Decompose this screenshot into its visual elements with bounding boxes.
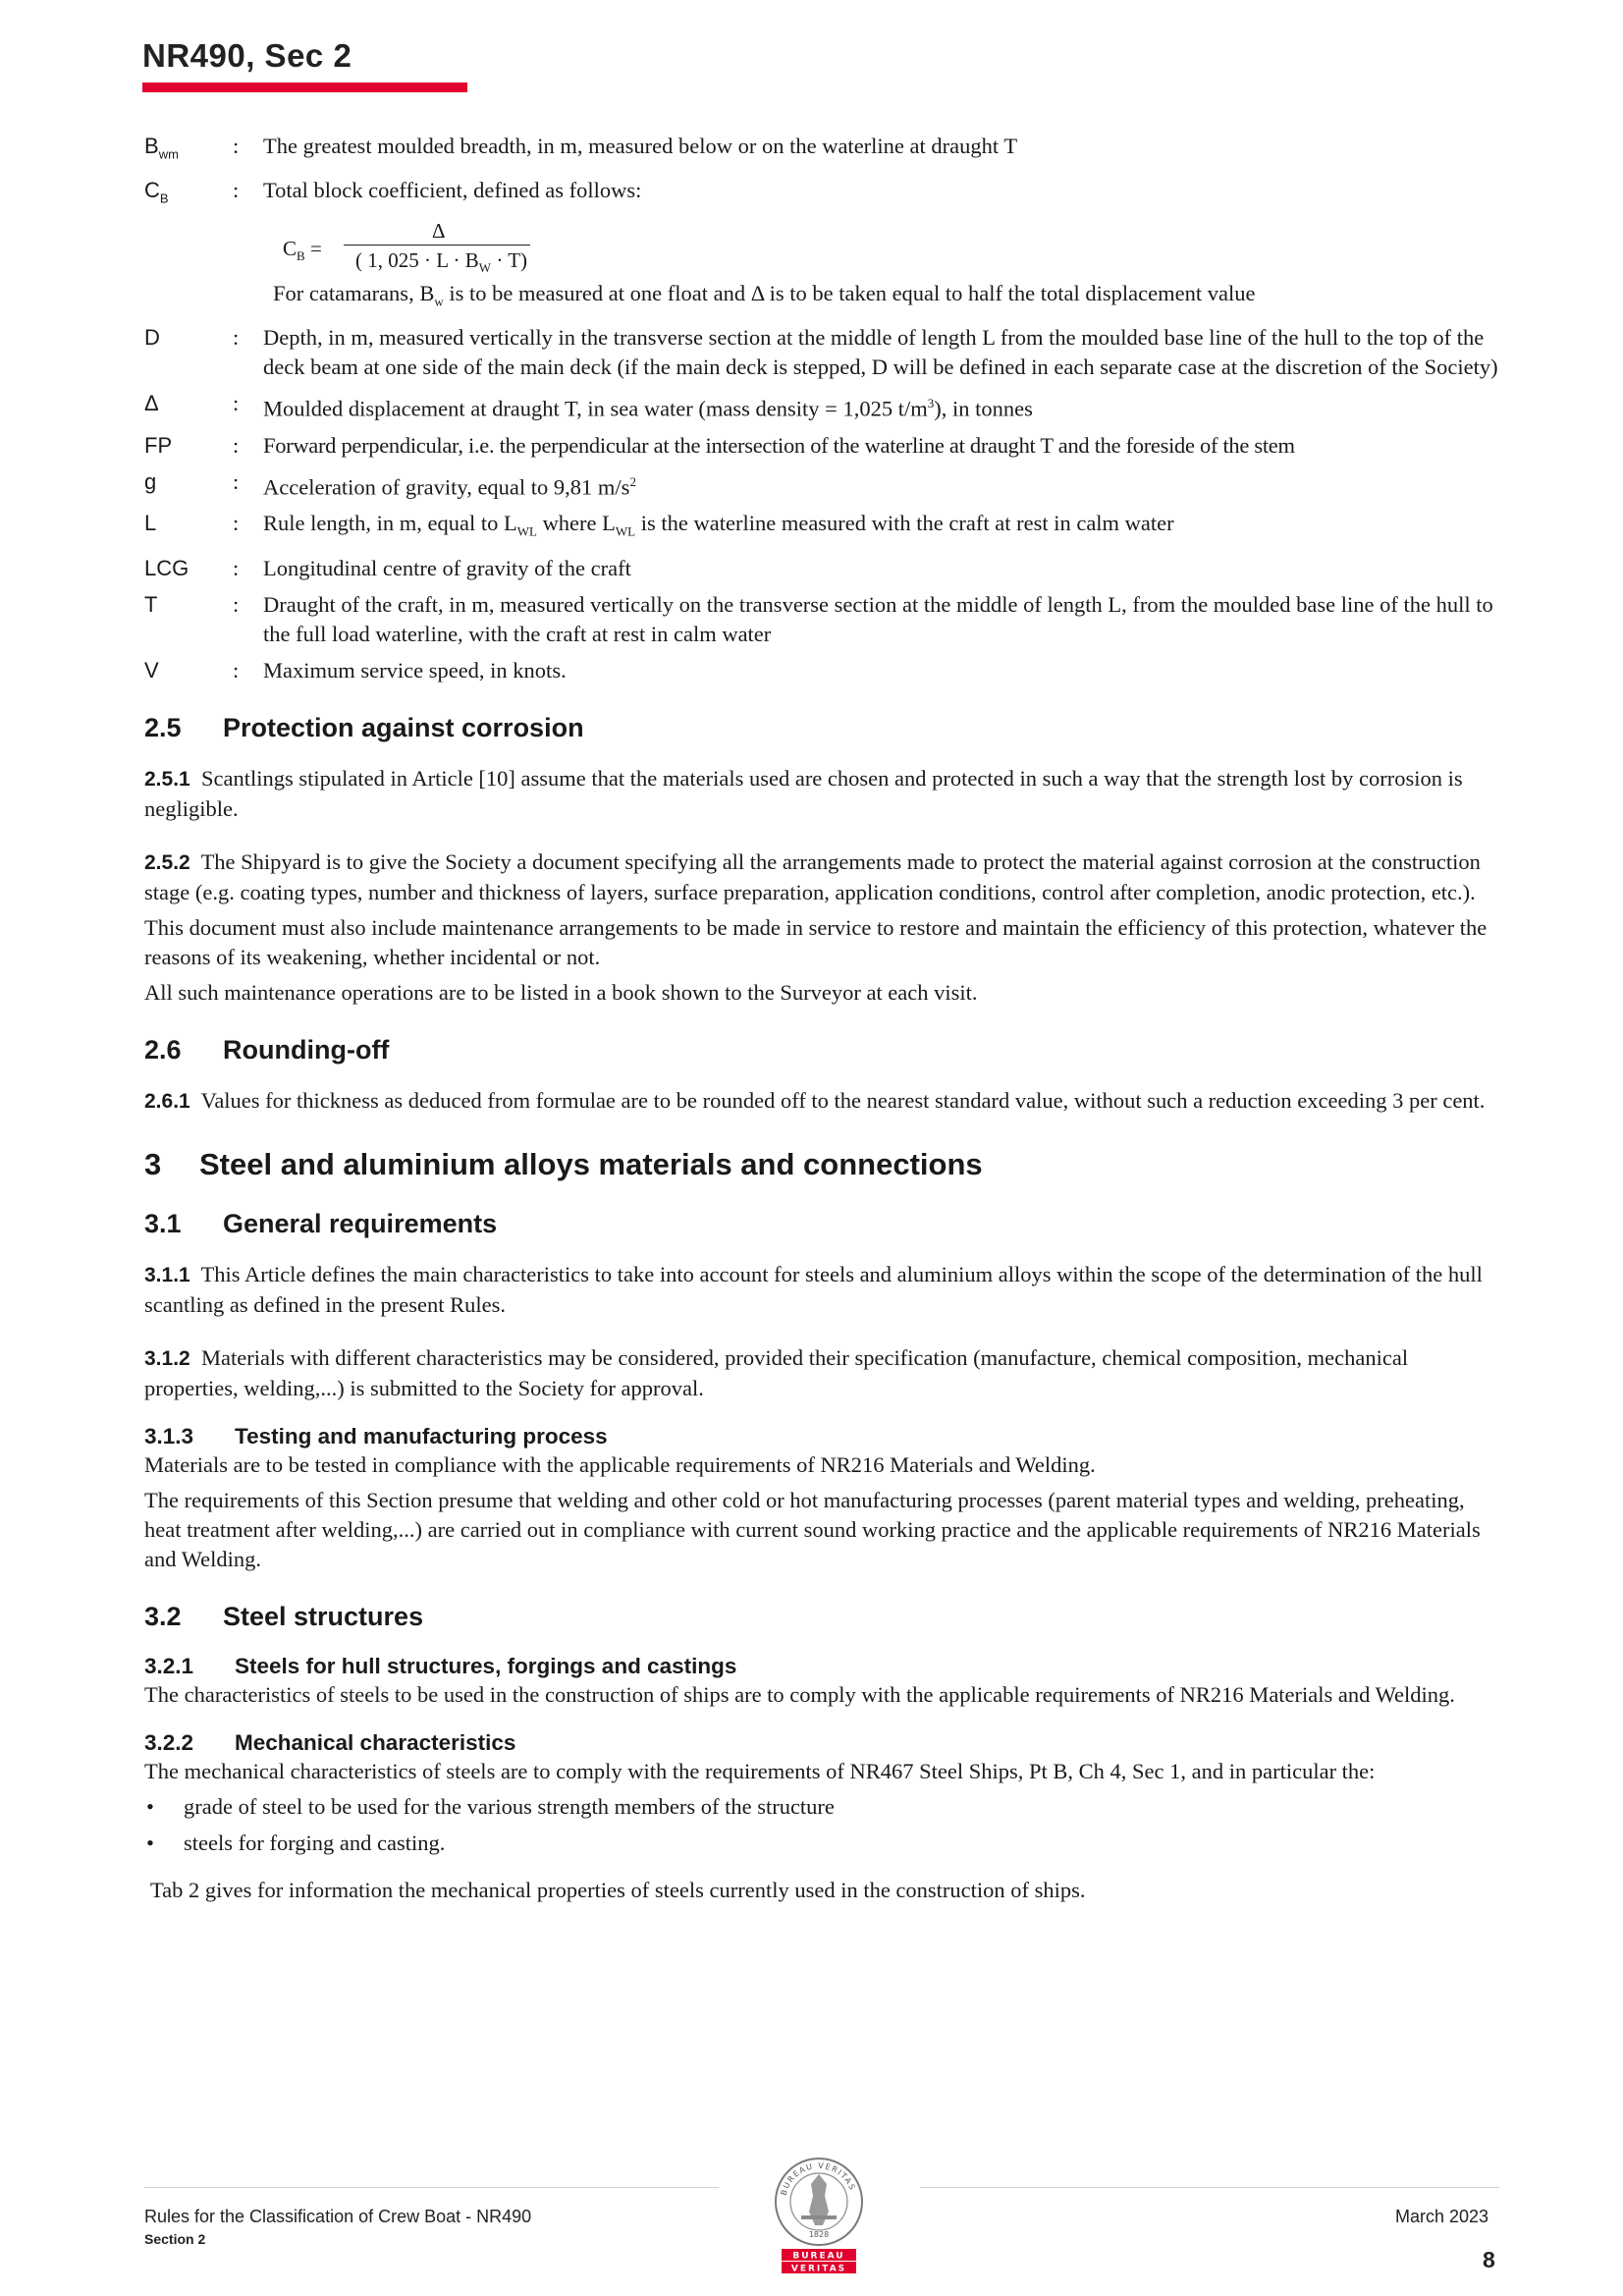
section-heading-2-6: 2.6 Rounding-off (144, 1034, 390, 1065)
definition-symbol: L (144, 511, 157, 536)
definition-symbol: LCG (144, 555, 189, 580)
subsection-heading-3-1-3: 3.1.3 Testing and manufacturing process (144, 1423, 608, 1449)
logo-word-veritas: VERITAS (790, 2264, 847, 2274)
subsection-heading-3-2-1: 3.2.1 Steels for hull structures, forgings and castings (144, 1653, 737, 1678)
definition-row: T : Draught of the craft, in m, measured vertically on the transverse section at the middle of length L, from the moulded base line of the hull to the full load waterline, with the craft at rest in calm water (144, 590, 1499, 649)
definition-row: FP : Forward perpendicular, i.e. the perpendicular at the intersection of the waterline at draught T and the foreside of the stem (144, 431, 1499, 461)
footer-rule-left (144, 2187, 719, 2188)
paragraph-2-5-1: 2.5.1 Scantlings stipulated in Article [10] assume that the materials used are chosen and protected in such a way that the strength lost by corrosion is negligible. (144, 765, 1463, 821)
footer-rule-right (920, 2187, 1499, 2188)
definition-symbol: Δ (144, 391, 159, 416)
footer-section: Section 2 (144, 2231, 206, 2247)
logo-year: 1828 (808, 2230, 830, 2239)
paragraph: Tab 2 gives for information the mechanical properties of steels currently used in the construction of ships. (150, 1877, 1086, 1902)
paragraph: The requirements of this Section presume that welding and other cold or hot manufacturing processes (parent material types and welding, preheating, heat treatment after welding,...) are carried out in compliance with current sound working practice and the applicable requirements of NR216 Materials and Welding. (144, 1487, 1481, 1571)
section-heading-3-1: 3.1 General requirements (144, 1208, 498, 1238)
paragraph: All such maintenance operations are to be listed in a book shown to the Surveyor at each visit. (144, 979, 978, 1005)
definition-row: $B_{wm}$ : The greatest moulded breadth, in m, measured below or on the waterline at draught T (144, 132, 1499, 169)
document-body (144, 132, 1499, 1905)
paragraph: The mechanical characteristics of steels are to comply with the requirements of NR467 Steel Ships, Pt B, Ch 4, Sec 1, and in particular the: (144, 1758, 1376, 1783)
definition-symbol: FP (144, 432, 173, 458)
definition-row: $C_B$ : Total block coefficient, defined as follows: (144, 176, 1499, 213)
paragraph: Materials are to be tested in compliance with the applicable requirements of NR216 Materials and Welding. (144, 1451, 1096, 1477)
definition-text: Depth, in m, measured vertically in the transverse section at the middle of length L from the moulded base line of the hull to the top of the deck beam at one side of the main deck (if the main deck is stepped, D will be defined in each separate case at the discretion of the Society) (263, 325, 1498, 380)
definition-text: Total block coefficient, defined as follows: (263, 178, 642, 203)
footer-rules-title: Rules for the Classification of Crew Boat - NR490 (144, 2207, 532, 2226)
paragraph: The characteristics of steels to be used in the construction of ships are to comply with the applicable requirements of NR216 Materials and Welding. (144, 1681, 1455, 1707)
section-heading-3-2: 3.2 Steel structures (144, 1601, 424, 1631)
page-header-title: NR490, Sec 2 (142, 37, 352, 74)
formula-numerator: Δ (432, 218, 446, 243)
block-coefficient-formula: $C_B$ = Δ ( 1, $025 \cdot L \cdot B_W \cdot T$) (273, 216, 1499, 273)
definition-text: Maximum service speed, in knots. (263, 657, 567, 683)
definition-text: Longitudinal centre of gravity of the craft (263, 555, 631, 580)
paragraph-3-1-1: 3.1.1 This Article defines the main characteristics to take into account for steels and aluminium alloys within the scope of the determination of the hull scantling as defined in the present Rules. (144, 1261, 1483, 1317)
logo-ring-text: BUREAU VERITAS (779, 2160, 857, 2197)
footer-date: March 2023 (1395, 2207, 1489, 2226)
definition-text: Moulded displacement at draught T, in sea water (mass density = 1,025 $t/m^3$), in tonnes (263, 396, 1033, 421)
definition-symbol: D (144, 325, 160, 351)
definition-symbol: T (144, 591, 158, 617)
definition-text: Forward perpendicular, i.e. the perpendicular at the intersection of the waterline at draught T and the foreside of the stem (263, 432, 1295, 458)
bureau-veritas-logo (772, 2155, 866, 2274)
definition-text: The greatest moulded breadth, in m, measured below or on the waterline at draught T (263, 134, 1018, 158)
catamaran-note: For catamarans, $B_w$ is to be measured at one float and Δ is to be taken equal to half the total displacement value (273, 280, 1256, 309)
definition-row: LCG : Longitudinal centre of gravity of the craft (144, 554, 1499, 583)
paragraph-2-6-1: 2.6.1 Values for thickness as deduced from formulae are to be rounded off to the nearest standard value, without such a reduction exceeding 3 per cent. (144, 1087, 1486, 1113)
definition-text: Rule length, in m, equal to $L_{WL}$ where $L_{WL}$ is the waterline measured with the craft at rest in calm water (263, 511, 1174, 539)
definition-row: Δ : Moulded displacement at draught T, in sea water (mass density = 1,025 $t/m^3$), in tonnes (144, 389, 1499, 424)
definition-symbol: g (144, 468, 157, 494)
list-item: • steels for forging and casting. (144, 1829, 1499, 1858)
paragraph-2-5-2: 2.5.2 The Shipyard is to give the Society a document specifying all the arrangements made to protect the material against corrosion at the construction stage (e.g. coating types, number and thickness of layers, surface preparation, application conditions, control after completion, anodic protection, etc.). (144, 848, 1481, 904)
definition-symbol: V (144, 657, 159, 683)
subsection-heading-3-2-2: 3.2.2 Mechanical characteristics (144, 1729, 516, 1755)
bullet-list (144, 1792, 1499, 1858)
definition-row: V : Maximum service speed, in knots. (144, 656, 1499, 685)
definition-text: Draught of the craft, in m, measured vertically on the transverse section at the middle of length L, from the moulded base line of the hull to the full load waterline, with the craft at rest in calm water (263, 591, 1493, 646)
paragraph-3-1-2: 3.1.2 Materials with different characteristics may be considered, provided their specification (manufacture, chemical composition, mechanical properties, welding,...) is submitted to the Society for approval. (144, 1344, 1409, 1400)
page-number: 8 (1483, 2247, 1495, 2272)
paragraph: This document must also include maintenance arrangements to be made in service to restore and maintain the efficiency of this protection, whatever the reasons of its weakening, whether incidental or not. (144, 914, 1488, 969)
header-accent-bar (142, 82, 467, 92)
definition-row: L : Rule length, in m, equal to $L_{WL}$ where $L_{WL}$ is the waterline measured with the craft at rest in calm water (144, 509, 1499, 547)
definition-text: Acceleration of gravity, equal to 9,81 $m/s^2$ (263, 473, 636, 500)
definition-symbol: $C_B$ (144, 178, 169, 206)
formula-denominator: ( 1, $025 \cdot L \cdot B_W \cdot T$) (355, 247, 528, 275)
list-item: • grade of steel to be used for the various strength members of the structure (144, 1792, 1499, 1822)
chapter-heading-3: 3 Steel and aluminium alloys materials and connections (144, 1146, 983, 1181)
section-heading-2-5: 2.5 Protection against corrosion (144, 712, 584, 742)
definition-row: g : Acceleration of gravity, equal to 9,81 $m/s^2$ (144, 467, 1499, 503)
definition-row: D : Depth, in m, measured vertically in the transverse section at the middle of length L from the moulded base line of the hull to the top of the deck beam at one side of the main deck (if the main deck is stepped, D will be defined in each separate case at the discretion of the Society) (144, 323, 1499, 382)
logo-word-bureau: BUREAU (792, 2251, 845, 2262)
definition-symbol: $B_{wm}$ (144, 134, 179, 162)
